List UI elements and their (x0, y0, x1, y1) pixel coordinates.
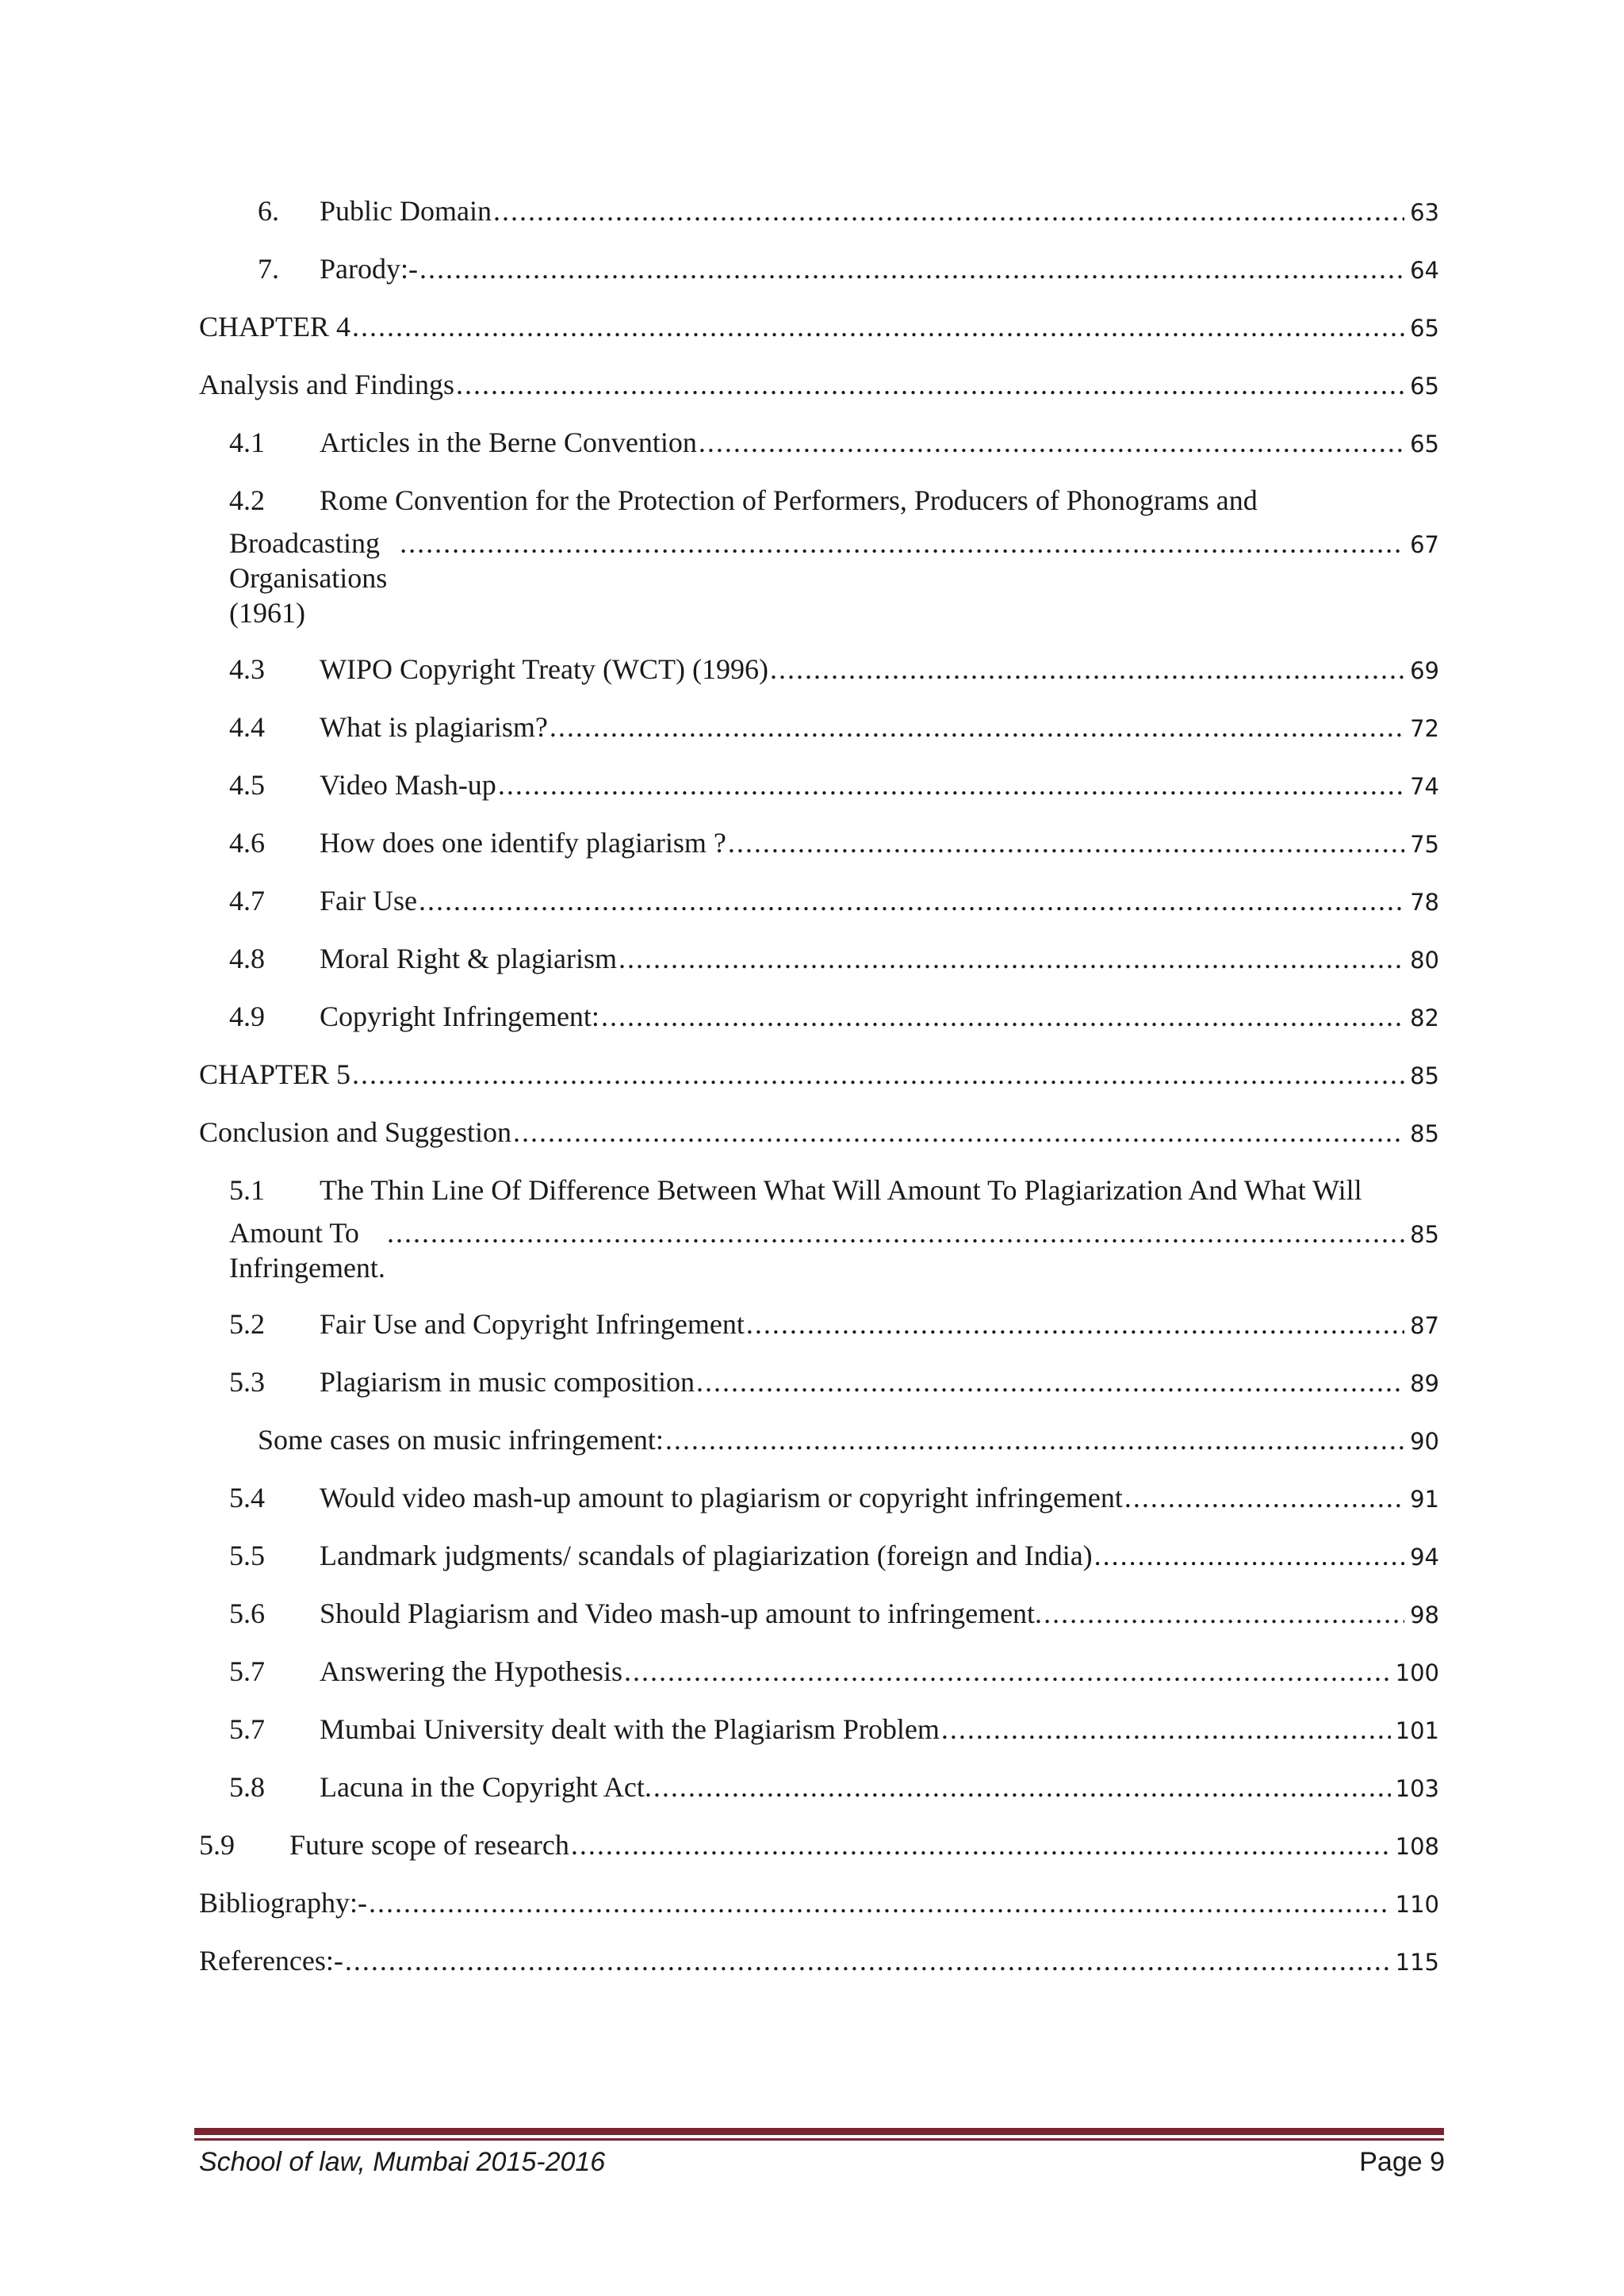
toc-entry-title: WIPO Copyright Treaty (WCT) (1996) (320, 653, 768, 685)
toc-entry-page: 75 (1410, 831, 1439, 858)
toc-entry[interactable] (199, 1173, 1439, 1285)
dot-leader (352, 1057, 1404, 1092)
toc-entry-title: Copyright Infringement: (320, 1001, 599, 1032)
toc-entry[interactable] (199, 1307, 1439, 1343)
dot-leader (352, 309, 1404, 344)
toc-entry[interactable] (199, 941, 1439, 978)
toc-entry-title: Public Domain (320, 195, 492, 227)
dot-leader (699, 425, 1404, 460)
toc-entry-title: How does one identify plagiarism ? (320, 827, 726, 859)
dot-leader (941, 1712, 1391, 1747)
toc-entry-number: 5.9 (199, 1829, 235, 1861)
toc-entry[interactable] (199, 1885, 1439, 1922)
toc-entry-number: 5.5 (229, 1540, 265, 1571)
toc-entry-number: 4.1 (229, 427, 265, 458)
toc-entry-page: 80 (1410, 947, 1439, 974)
toc-entry-title: Rome Convention for the Protection of Performers, Producers of Phonograms and (320, 484, 1258, 516)
toc-chapter-entry[interactable] (199, 309, 1439, 346)
dot-leader (493, 193, 1404, 228)
toc-entry-title: Plagiarism in music composition (320, 1366, 695, 1398)
footer-school-label: School of law, Mumbai 2015-2016 (199, 2147, 606, 2177)
toc-entry-title: The Thin Line Of Difference Between What Will Amount To Plagiarization And What Will (320, 1174, 1362, 1206)
toc-entry-page: 110 (1395, 1891, 1439, 1918)
toc-entry[interactable] (199, 1480, 1439, 1517)
dot-leader (746, 1307, 1404, 1341)
toc-entry-title: Lacuna in the Copyright Act. (320, 1771, 652, 1803)
toc-entry-number: 4.4 (229, 711, 265, 743)
toc-subentry[interactable] (199, 1422, 1439, 1459)
footer-divider-thin (194, 2138, 1444, 2141)
toc-entry[interactable] (199, 767, 1439, 804)
toc-entry-page: 78 (1410, 889, 1439, 916)
toc-entry[interactable] (199, 1596, 1439, 1632)
toc-entry-page: 98 (1410, 1601, 1439, 1628)
footer-page-number: Page 9 (1359, 2147, 1445, 2177)
toc-entry[interactable] (199, 425, 1439, 461)
toc-entry-title: Fair Use (320, 885, 417, 916)
toc-entry-page: 85 (1410, 1221, 1439, 1248)
toc-entry-number: 4.7 (229, 885, 265, 916)
toc-entry-title: Moral Right & plagiarism (320, 943, 617, 974)
toc-entry[interactable] (199, 825, 1439, 862)
toc-entry-title: CHAPTER 4 (199, 311, 351, 342)
dot-leader (653, 1770, 1391, 1804)
toc-entry[interactable] (199, 1654, 1439, 1690)
toc-entry-number: 6. (258, 195, 279, 227)
toc-entry-title: Landmark judgments/ scandals of plagiarization (foreign and India) (320, 1540, 1093, 1571)
toc-entry-page: 82 (1410, 1004, 1439, 1031)
toc-entry-title: Mumbai University dealt with the Plagiarism Problem (320, 1713, 940, 1745)
toc-chapter-entry[interactable] (199, 1057, 1439, 1093)
toc-entry-page: 85 (1410, 1120, 1439, 1147)
toc-entry-page: 108 (1395, 1833, 1439, 1860)
dot-leader (369, 1885, 1391, 1920)
toc-entry-number: 5.7 (229, 1655, 265, 1687)
toc-entry-page: 74 (1410, 773, 1439, 800)
toc-entry-number: 4.6 (229, 827, 265, 859)
toc-entry-page: 101 (1395, 1717, 1439, 1744)
toc-entry-number: 5.1 (229, 1174, 265, 1206)
toc-entry-title: Parody:- (320, 253, 418, 285)
toc-entry[interactable] (199, 999, 1439, 1035)
dot-leader (387, 1215, 1404, 1250)
toc-entry[interactable] (199, 1712, 1439, 1748)
toc-entry-page: 65 (1410, 315, 1439, 342)
toc-entry-title: Bibliography:- (199, 1887, 367, 1919)
toc-entry-page: 115 (1395, 1949, 1439, 1976)
toc-entry-page: 103 (1395, 1775, 1439, 1802)
toc-entry-number: 5.3 (229, 1366, 265, 1398)
toc-entry[interactable] (199, 1943, 1439, 1980)
dot-leader (419, 251, 1404, 286)
toc-entry-number: 4.8 (229, 943, 265, 974)
dot-leader (601, 999, 1404, 1034)
toc-entry-page: 69 (1410, 657, 1439, 684)
toc-entry-title: Some cases on music infringement: (258, 1424, 664, 1456)
dot-leader (456, 367, 1404, 402)
toc-entry-page: 87 (1410, 1312, 1439, 1339)
dot-leader (498, 767, 1404, 802)
toc-entry-title-continued: Amount To Infringement. (229, 1217, 385, 1284)
dot-leader (550, 710, 1404, 744)
toc-entry-page: 100 (1395, 1659, 1439, 1686)
dot-leader (1124, 1480, 1404, 1515)
dot-leader (770, 652, 1404, 687)
toc-chapter-entry[interactable] (199, 367, 1439, 404)
dot-leader (513, 1115, 1404, 1150)
toc-entry-number: 5.6 (229, 1598, 265, 1629)
toc-entry-page: 89 (1410, 1370, 1439, 1397)
toc-entry-number: 5.2 (229, 1308, 265, 1340)
toc-entry-page: 64 (1410, 257, 1439, 284)
toc-entry-title: Would video mash-up amount to plagiarism or copyright infringement (320, 1482, 1123, 1513)
dot-leader (624, 1654, 1391, 1689)
toc-entry[interactable] (199, 193, 1439, 230)
toc-entry-page: 90 (1410, 1428, 1439, 1455)
toc-entry-number: 5.7 (229, 1713, 265, 1745)
toc-entry-number: 4.3 (229, 653, 265, 685)
toc-entry-number: 5.4 (229, 1482, 265, 1513)
toc-entry[interactable] (199, 883, 1439, 920)
toc-entry-title-continued: Broadcasting Organisations (1961) (229, 527, 388, 629)
toc-entry-title: Should Plagiarism and Video mash-up amount to infringement. (320, 1598, 1043, 1629)
toc-entry-title: Conclusion and Suggestion (199, 1116, 511, 1148)
toc-entry[interactable] (199, 1827, 1439, 1864)
dot-leader (665, 1422, 1404, 1457)
toc-entry-page: 72 (1410, 715, 1439, 742)
toc-entry[interactable] (199, 483, 1439, 630)
toc-entry[interactable] (199, 710, 1439, 746)
toc-entry-number: 4.2 (229, 484, 265, 516)
toc-entry-number: 4.5 (229, 769, 265, 801)
toc-entry-title: Analysis and Findings (199, 369, 455, 400)
toc-entry-page: 94 (1410, 1544, 1439, 1571)
toc-entry-page: 65 (1410, 373, 1439, 400)
toc-entry[interactable] (199, 652, 1439, 688)
toc-chapter-entry[interactable] (199, 1115, 1439, 1151)
dot-leader (619, 941, 1404, 976)
toc-entry-number: 7. (258, 253, 279, 285)
toc-entry[interactable] (199, 1770, 1439, 1806)
toc-entry-number: 4.9 (229, 1001, 265, 1032)
footer-divider-thick (194, 2128, 1444, 2135)
toc-entry[interactable] (199, 251, 1439, 288)
dot-leader (400, 526, 1404, 561)
toc-entry[interactable] (199, 1364, 1439, 1401)
dot-leader (419, 883, 1404, 918)
toc-entry-title: Video Mash-up (320, 769, 496, 801)
table-of-contents (199, 193, 1439, 2001)
dot-leader (696, 1364, 1404, 1399)
toc-entry-page: 85 (1410, 1062, 1439, 1089)
toc-entry-title: Future scope of research (289, 1829, 569, 1861)
toc-entry-page: 63 (1410, 199, 1439, 226)
toc-entry-title: Articles in the Berne Convention (320, 427, 697, 458)
dot-leader (571, 1827, 1391, 1862)
toc-entry-title: What is plagiarism? (320, 711, 548, 743)
toc-entry-page: 67 (1410, 531, 1439, 558)
toc-entry-title: Answering the Hypothesis (320, 1655, 622, 1687)
dot-leader (345, 1943, 1391, 1978)
toc-entry[interactable] (199, 1538, 1439, 1575)
toc-entry-page: 91 (1410, 1486, 1439, 1513)
toc-entry-title: CHAPTER 5 (199, 1058, 351, 1090)
toc-entry-title: Fair Use and Copyright Infringement (320, 1308, 745, 1340)
toc-entry-number: 5.8 (229, 1771, 265, 1803)
dot-leader (728, 825, 1404, 860)
dot-leader (1094, 1538, 1404, 1573)
toc-entry-title: References:- (199, 1945, 343, 1976)
toc-entry-page: 65 (1410, 430, 1439, 457)
dot-leader (1044, 1596, 1404, 1631)
